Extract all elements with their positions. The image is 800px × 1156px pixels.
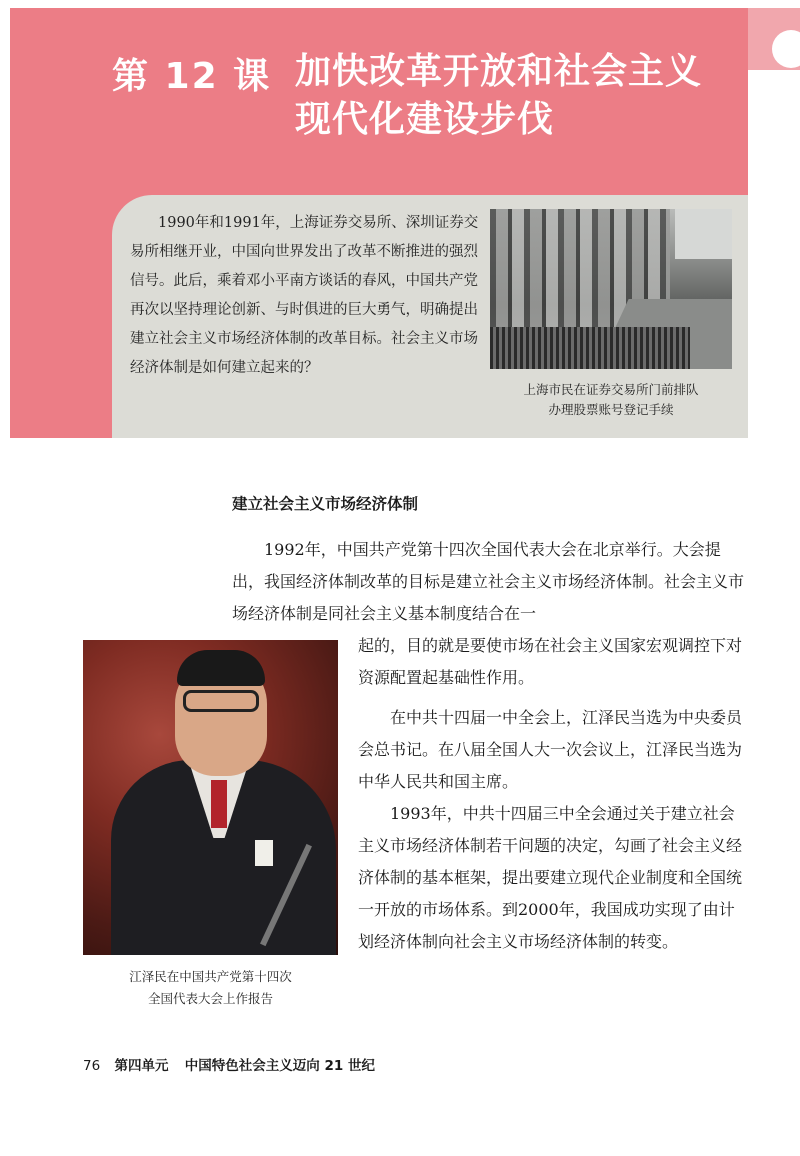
photo-crowd xyxy=(490,327,690,369)
photo-badge xyxy=(255,840,273,866)
paragraph-1-continued: 起的，目的就是要使市场在社会主义国家宏观调控下对资源配置起基础性作用。 xyxy=(358,636,743,687)
tab-circle xyxy=(772,30,800,68)
caption1-line2: 办理股票账号登记手续 xyxy=(548,402,674,417)
intro-text: 1990年和1991年，上海证券交易所、深圳证券交易所相继开业，中国向世界发出了改革不断推进的强烈信号。此后，乘着邓小平南方谈话的春风，中国共产党再次以坚持理论创新、与时俱进的巨大勇气，明确提出建立社会主义市场经济体制的改革目标。社会主义市场经济体制是如何建立起来的？ xyxy=(130,215,479,376)
lesson-title-line2: 现代化建设步伐 xyxy=(295,99,555,140)
lesson-title xyxy=(295,48,735,144)
paragraph-3: 1993年，中共十四届三中全会通过关于建立社会主义市场经济体制若干问题的决定，勾画了社会主义经济体制的基本框架，提出要建立现代企业制度和全国统一开放的市场体系。到2000年，我国成功实现了由计划经济体制向社会主义市场经济体制的转变。 xyxy=(358,804,743,951)
page-tab xyxy=(748,8,800,70)
caption1-line1: 上海市民在证券交易所门前排队 xyxy=(523,382,699,397)
photo-glasses xyxy=(183,690,259,712)
lesson-title-line1: 加快改革开放和社会主义 xyxy=(295,51,703,92)
intro-box xyxy=(112,195,748,438)
photo-tie xyxy=(211,780,227,828)
section-heading: 建立社会主义市场经济体制 xyxy=(232,495,419,513)
lesson-number: 第 12 课 xyxy=(112,56,272,97)
paragraph-2: 在中共十四届一中全会上，江泽民当选为中央委员会总书记。在八届全国人大一次会议上，江泽民当选为中华人民共和国主席。 xyxy=(358,708,743,791)
stock-exchange-photo xyxy=(490,209,732,369)
speaker-photo-caption xyxy=(83,966,338,1010)
page-footer xyxy=(83,1054,375,1074)
speaker-photo xyxy=(83,640,338,955)
caption2-line2: 全国代表大会上作报告 xyxy=(147,991,273,1006)
photo-hair xyxy=(177,650,265,686)
photo-sky xyxy=(675,209,732,259)
page-number: 76 xyxy=(83,1058,101,1074)
unit-title: 中国特色社会主义迈向 21 世纪 xyxy=(184,1058,375,1074)
unit-label: 第四单元 xyxy=(114,1058,169,1074)
paragraph-1: 1992年，中国共产党第十四次全国代表大会在北京举行。大会提出，我国经济体制改革的目标是建立社会主义市场经济体制。社会主义市场经济体制是同社会主义基本制度结合在一 xyxy=(232,540,745,623)
stock-exchange-caption xyxy=(490,380,732,420)
caption2-line1: 江泽民在中国共产党第十四次 xyxy=(129,969,292,984)
